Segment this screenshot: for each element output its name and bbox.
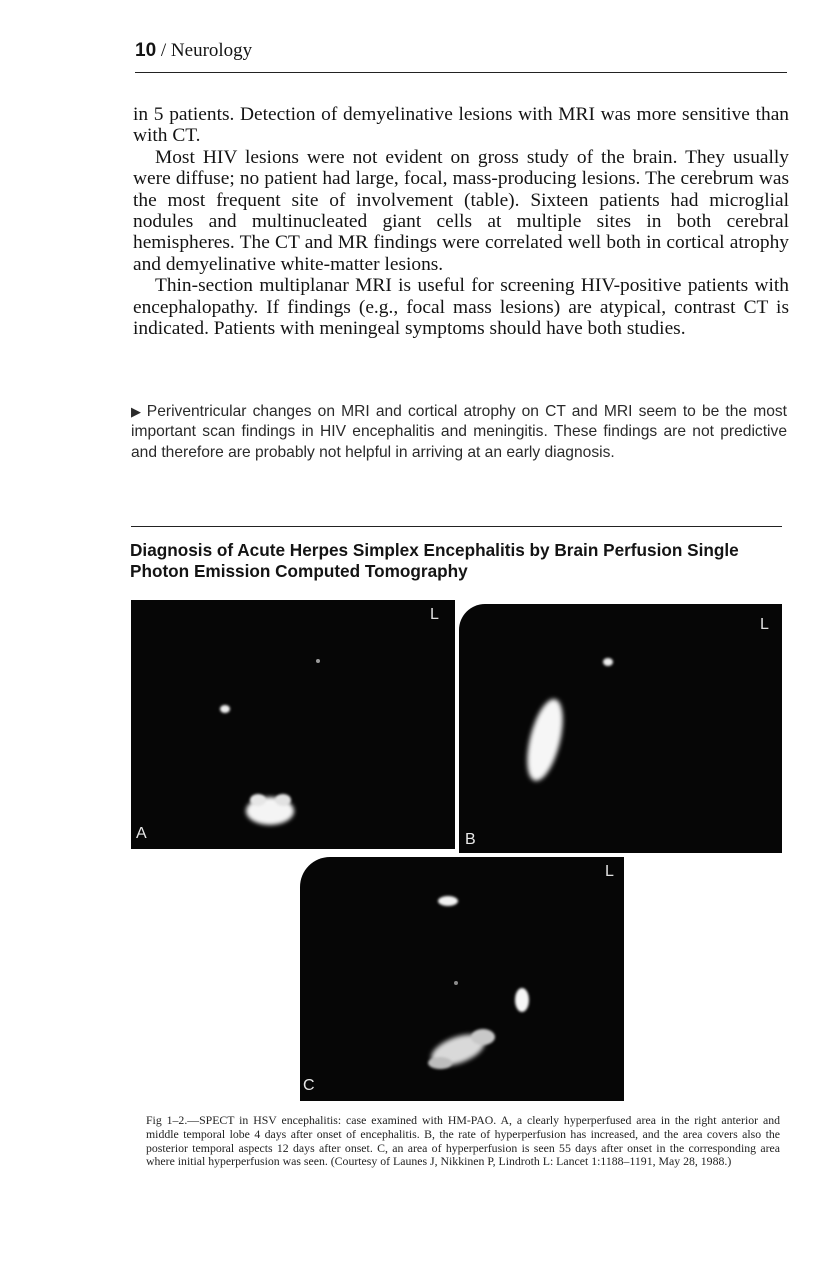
panel-a-left-marker: L xyxy=(430,606,439,623)
body-text xyxy=(133,104,789,339)
triangle-arrow-icon: ▶ xyxy=(131,404,143,419)
section-title: Neurology xyxy=(170,40,253,61)
page-number: 10 xyxy=(135,40,157,61)
panel-label-a: A xyxy=(136,825,147,842)
spect-image-a xyxy=(131,600,455,849)
panel-label-b: B xyxy=(465,831,476,848)
running-head xyxy=(135,40,787,73)
spect-panel-c xyxy=(300,857,624,1101)
figure-caption: Fig 1–2.—SPECT in HSV encephalitis: case examined with HM-PAO. A, a clearly hyperperfused area in the right anterior and middle temporal lobe 4 days after onset of encephalitis. B, the rate of hyperperfusion has increased, and the area covers also the posterior temporal aspects 12 days after onset. C, an area of hyperperfusion is seen 55 days after onset in the corresponding area where initial hyperperfusion was seen. (Courtesy of Launes J, Nikkinen P, Lindroth L: Lancet 1:1188–1191, May 28, 1988.) xyxy=(146,1113,780,1169)
body-paragraph-1: in 5 patients. Detection of demyelinative lesions with MRI was more sensitive than with CT. xyxy=(133,104,789,147)
body-paragraph-3: Thin-section multiplanar MRI is useful for screening HIV-positive patients with encephalopathy. If findings (e.g., focal mass lesions) are atypical, contrast CT is indicated. Patients with meningeal symptoms should have both studies. xyxy=(133,275,789,340)
spect-image-c xyxy=(300,857,624,1101)
article-title: Diagnosis of Acute Herpes Simplex Encephalitis by Brain Perfusion Single Photon Emission Computed Tomography xyxy=(130,540,739,581)
panel-b-left-marker: L xyxy=(760,616,769,633)
header-separator: / xyxy=(156,40,171,61)
panel-label-c: C xyxy=(303,1077,315,1094)
summary-text: Periventricular changes on MRI and cortical atrophy on CT and MRI seem to be the most important scan findings in HIV encephalitis and meningitis. These findings are not predictive and therefore are probably not helpful in arriving at an early diagnosis. xyxy=(131,403,788,461)
editorial-summary xyxy=(131,402,787,463)
panel-c-left-marker: L xyxy=(605,863,614,880)
spect-panel-a xyxy=(131,600,455,849)
section-divider xyxy=(131,526,782,527)
body-paragraph-2: Most HIV lesions were not evident on gross study of the brain. They usually were diffuse; no patient had large, focal, mass-producing lesions. The cerebrum was the most frequent site of involvement (table). Sixteen patients had microglial nodules and multinucleated giant cells at multiple sites in both cerebral hemispheres. The CT and MR findings were correlated well both in cortical atrophy and demyelinative white-matter lesions. xyxy=(133,146,789,275)
spect-panel-b xyxy=(459,604,782,853)
spect-image-b xyxy=(459,604,782,853)
